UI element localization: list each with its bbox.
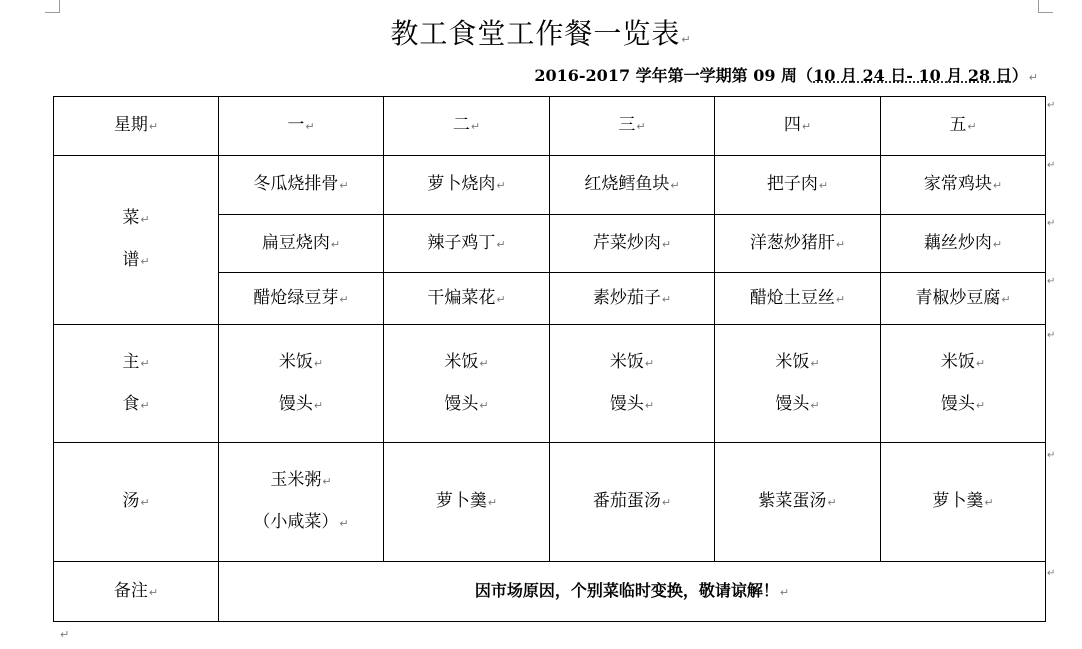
row-end-mark-icon: ↵ — [1047, 276, 1056, 287]
paragraph-mark-icon: ↵ — [496, 237, 506, 251]
paragraph-mark-icon: ↵ — [470, 120, 481, 133]
dish-cell: 醋炝土豆丝↵ — [715, 273, 881, 325]
paragraph-mark-icon: ↵ — [148, 585, 159, 599]
paragraph-mark-icon: ↵ — [313, 356, 324, 370]
paragraph-mark-icon: ↵ — [661, 237, 672, 251]
paragraph-mark-icon: ↵ — [644, 356, 655, 370]
dish-cell: 洋葱炒猪肝↵ — [715, 215, 881, 273]
paragraph-mark-icon: ↵ — [818, 179, 829, 192]
staple-label-cell: 主↵ 食↵ — [54, 325, 219, 443]
paragraph-mark-icon: ↵ — [810, 356, 820, 370]
paragraph-mark-icon: ↵ — [339, 517, 349, 530]
paragraph-mark-icon: ↵ — [1001, 292, 1011, 306]
subtitle-prefix: 2016-2017 学年第一学期第 09 周（ — [534, 66, 814, 85]
paragraph-mark-icon: ↵ — [967, 120, 977, 133]
soup-cell: 萝卜羹↵ — [881, 443, 1046, 562]
paragraph-mark-icon: ↵ — [801, 120, 812, 133]
note-row — [54, 562, 1046, 622]
paragraph-mark-icon: ↵ — [313, 398, 324, 412]
dish-cell: 辣子鸡丁↵ — [384, 215, 550, 273]
row-end-mark-icon: ↵ — [1047, 218, 1056, 229]
soup-label-cell: 汤↵ — [54, 443, 219, 562]
subtitle-date-range: 10 月 24 日- 10 月 28 日 — [813, 66, 1012, 85]
paragraph-mark-icon: ↵ — [140, 356, 150, 370]
row-end-mark-icon: ↵ — [1047, 100, 1056, 111]
staple-cell: 米饭↵ 馒头↵ — [715, 325, 881, 443]
paragraph-mark-icon: ↵ — [984, 496, 994, 509]
paragraph-mark-icon: ↵ — [827, 496, 837, 509]
header-row — [54, 97, 1046, 156]
dish-cell: 扁豆烧肉↵ — [219, 215, 384, 273]
weekday-header-cell: 星期↵ — [54, 97, 219, 156]
paragraph-mark-icon: ↵ — [810, 398, 820, 412]
dish-cell: 家常鸡块↵ — [881, 156, 1046, 215]
dish-cell: 芹菜炒肉↵ — [550, 215, 715, 273]
dish-cell: 醋炝绿豆芽↵ — [219, 273, 384, 325]
day-header-cell: 三↵ — [550, 97, 715, 156]
paragraph-mark-icon: ↵ — [339, 179, 349, 192]
paragraph-mark-icon: ↵ — [479, 398, 489, 412]
dish-cell: 把子肉↵ — [715, 156, 881, 215]
page-corner-mark-left — [45, 0, 60, 13]
dishes-label-cell: 菜↵ 谱↵ — [54, 156, 219, 325]
paragraph-mark-icon: ↵ — [835, 237, 846, 251]
row-end-mark-icon: ↵ — [1047, 330, 1056, 341]
paragraph-mark-icon: ↵ — [140, 496, 150, 509]
paragraph-mark-icon: ↵ — [487, 496, 498, 509]
dish-cell: 素炒茄子↵ — [550, 273, 715, 325]
day-header-cell: 五↵ — [881, 97, 1046, 156]
document-title-text: 教工食堂工作餐一览表 — [390, 17, 681, 50]
paragraph-mark-icon: ↵ — [835, 292, 846, 306]
paragraph-mark-icon: ↵ — [681, 33, 692, 46]
paragraph-mark-icon: ↵ — [670, 179, 680, 192]
paragraph-mark-icon: ↵ — [140, 255, 150, 268]
soup-cell: 番茄蛋汤↵ — [550, 443, 715, 562]
paragraph-mark-icon: ↵ — [636, 120, 646, 133]
document-title — [0, 16, 1082, 58]
paragraph-mark-icon: ↵ — [975, 356, 986, 370]
row-end-mark-icon: ↵ — [1047, 160, 1056, 171]
dish-cell: 干煸菜花↵ — [384, 273, 550, 325]
staple-cell: 米饭↵ 馒头↵ — [550, 325, 715, 443]
note-label-cell: 备注↵ — [54, 562, 219, 622]
note-text-cell: 因市场原因，个别菜临时变换，敬请谅解！↵ — [219, 562, 1046, 622]
soup-cell: 萝卜羹↵ — [384, 443, 550, 562]
paragraph-mark-icon: ↵ — [1028, 71, 1038, 84]
day-header-cell: 四↵ — [715, 97, 881, 156]
staple-cell: 米饭↵ 馒头↵ — [384, 325, 550, 443]
dish-cell: 萝卜烧肉↵ — [384, 156, 550, 215]
day-header-cell: 一↵ — [219, 97, 384, 156]
paragraph-mark-icon: ↵ — [60, 628, 70, 641]
paragraph-mark-icon: ↵ — [992, 179, 1003, 192]
paragraph-mark-icon: ↵ — [992, 237, 1003, 251]
document-subtitle — [534, 66, 1038, 88]
day-header-cell: 二↵ — [384, 97, 550, 156]
paragraph-mark-icon: ↵ — [975, 398, 986, 412]
page-corner-mark-right — [1038, 0, 1053, 13]
row-end-mark-icon: ↵ — [1047, 450, 1056, 461]
paragraph-mark-icon: ↵ — [661, 292, 672, 306]
staple-row — [54, 325, 1046, 443]
dish-cell: 红烧鳕鱼块↵ — [550, 156, 715, 215]
paragraph-mark-icon: ↵ — [479, 356, 489, 370]
menu-table — [53, 96, 1046, 622]
dish-cell: 青椒炒豆腐↵ — [881, 273, 1046, 325]
paragraph-mark-icon: ↵ — [661, 496, 672, 509]
paragraph-mark-icon: ↵ — [330, 237, 341, 251]
staple-cell: 米饭↵ 馒头↵ — [881, 325, 1046, 443]
staple-cell: 米饭↵ 馒头↵ — [219, 325, 384, 443]
paragraph-mark-icon: ↵ — [148, 120, 159, 133]
soup-cell: 玉米粥↵ （小咸菜）↵ — [219, 443, 384, 562]
dish-cell: 藕丝炒肉↵ — [881, 215, 1046, 273]
paragraph-mark-icon: ↵ — [140, 213, 150, 226]
subtitle-suffix: ） — [1011, 66, 1028, 85]
paragraph-mark-icon: ↵ — [140, 398, 150, 412]
paragraph-mark-icon: ↵ — [322, 475, 332, 488]
paragraph-mark-icon: ↵ — [496, 179, 506, 192]
dish-row — [54, 156, 1046, 215]
paragraph-mark-icon: ↵ — [339, 292, 349, 306]
paragraph-mark-icon: ↵ — [779, 585, 790, 599]
paragraph-mark-icon: ↵ — [305, 120, 315, 133]
soup-row — [54, 443, 1046, 562]
paragraph-mark-icon: ↵ — [496, 292, 506, 306]
row-end-mark-icon: ↵ — [1047, 568, 1056, 579]
dish-cell: 冬瓜烧排骨↵ — [219, 156, 384, 215]
paragraph-mark-icon: ↵ — [644, 398, 655, 412]
soup-cell: 紫菜蛋汤↵ — [715, 443, 881, 562]
